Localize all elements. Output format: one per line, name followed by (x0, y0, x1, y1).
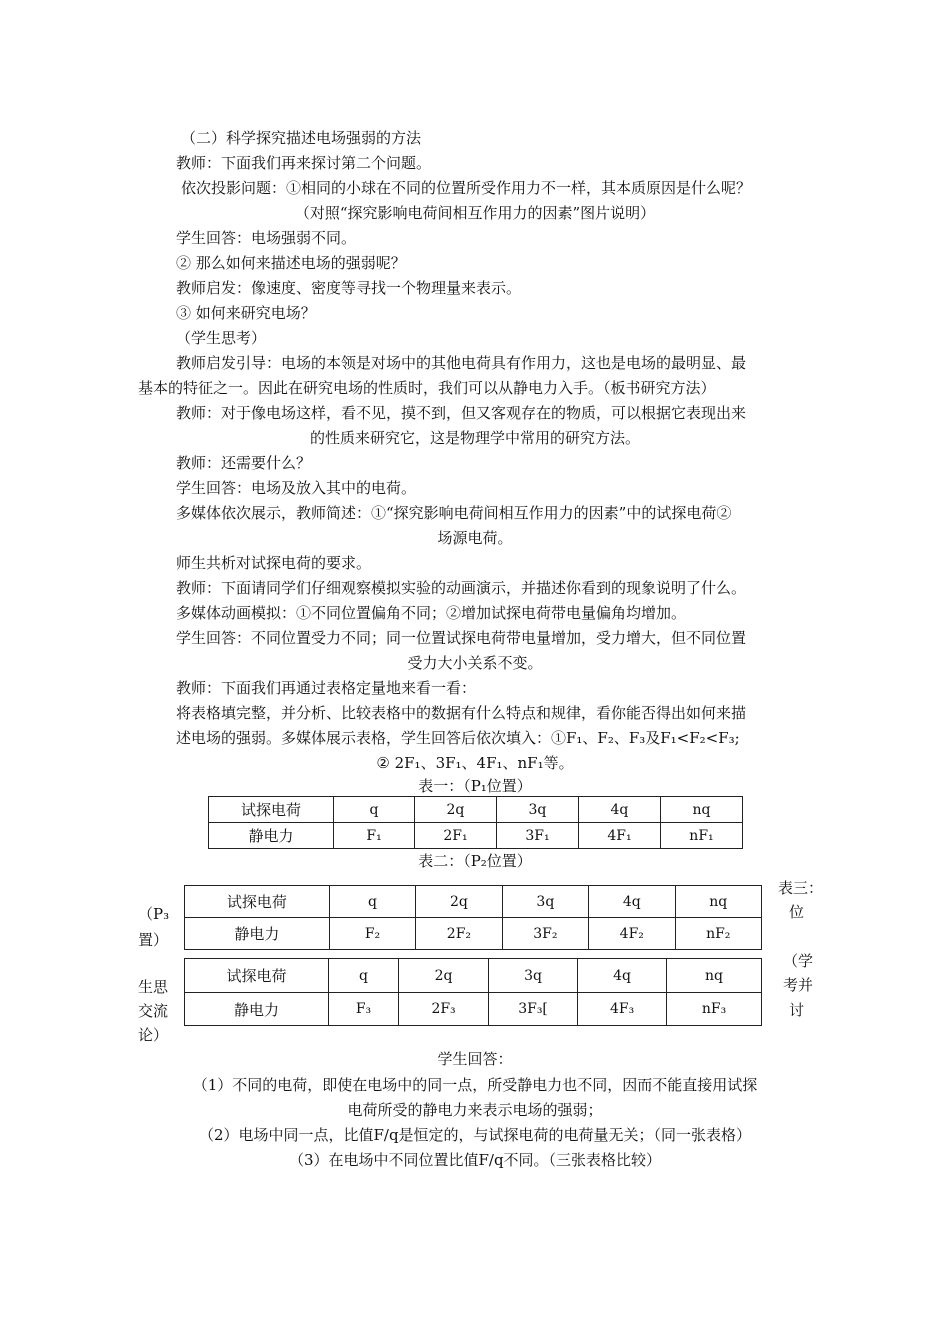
side-label: 论） (138, 1026, 169, 1044)
table-cell: nF₁ (660, 823, 742, 849)
answer-line: （1）不同的电荷，即使在电场中的同一点，所受静电力也不同，因而不能直接用试探 (192, 1076, 758, 1094)
table-cell: 3q (489, 959, 578, 993)
answer-line: （2）电场中同一点，比值F/q是恒定的，与试探电荷的电荷量无关；（同一张表格） (198, 1126, 752, 1144)
side-label: 生思 (138, 978, 169, 996)
table-cell: 4F₂ (589, 918, 675, 950)
paragraph-line: 基本的特征之一。因此在研究电场的性质时，我们可以从静电力入手。（板书研究方法） (138, 379, 716, 397)
table-cell: q (328, 959, 398, 993)
section-heading: （二）科学探究描述电场强弱的方法 (181, 129, 422, 147)
table-cell: 静电力 (185, 918, 330, 950)
answer-line: （3）在电场中不同位置比值F/q不同。（三张表格比较） (288, 1151, 662, 1169)
paragraph-line: 教师启发引导：电场的本领是对场中的其他电荷具有作用力，这也是电场的最明显、最 (176, 354, 747, 372)
paragraph-line: 多媒体依次展示，教师简述：①“探究影响电荷间相互作用力的因素”中的试探电荷② (176, 504, 732, 522)
table-cell: nF₃ (667, 993, 762, 1026)
paragraph-line: 教师：下面我们再通过表格定量地来看一看： (176, 679, 477, 697)
table-cell: 3F₁ (496, 823, 578, 849)
table-cell: 2F₃ (399, 993, 489, 1026)
table-cell: 2q (399, 959, 489, 993)
paragraph-line: 教师：下面我们再来探讨第二个问题。 (176, 154, 432, 172)
paragraph-line: 多媒体动画模拟：①不同位置偏角不同；②增加试探电荷带电量偏角均增加。 (176, 604, 687, 622)
table-p1 (208, 796, 743, 849)
answers-title: 学生回答： (437, 1050, 513, 1068)
paragraph-line: 教师：还需要什么？ (176, 454, 312, 472)
table-cell: 静电力 (209, 823, 334, 849)
table-cell: F₂ (329, 918, 415, 950)
table-cell: 4q (578, 959, 667, 993)
paragraph-line: （学生思考） (176, 329, 267, 347)
paragraph-line: 受力大小关系不变。 (407, 654, 543, 672)
side-label: 讨 (789, 1001, 805, 1019)
table-cell: 4q (589, 886, 675, 918)
paragraph-line: 教师：下面请同学们仔细观察模拟实验的动画演示，并描述你看到的现象说明了什么。 (176, 579, 747, 597)
paragraph-line: 学生回答：电场强弱不同。 (176, 229, 357, 247)
table-cell: nq (675, 886, 762, 918)
paragraph-line: 教师启发：像速度、密度等寻找一个物理量来表示。 (176, 279, 522, 297)
table-cell: 2F₂ (416, 918, 502, 950)
table-cell: nF₂ (675, 918, 762, 950)
table-cell: 2F₁ (414, 823, 496, 849)
table-cell: q (329, 886, 415, 918)
side-label: 置） (138, 931, 169, 949)
paragraph-line: 述电场的强弱。多媒体展示表格，学生回答后依次填入：①F₁、F₂、F₃及F₁<F₂<F₃; (176, 729, 740, 747)
table-cell: 3q (502, 886, 588, 918)
table-cell: 3F₃[ (489, 993, 578, 1026)
side-label: 交流 (138, 1002, 169, 1020)
paragraph-line: 将表格填完整，并分析、比较表格中的数据有什么特点和规律，看你能否得出如何来描 (176, 704, 747, 722)
table-cell: q (334, 797, 415, 823)
side-label: （P₃ (138, 905, 170, 923)
table-row (185, 993, 762, 1026)
side-label: 位 (789, 903, 805, 921)
paragraph-line: ② 2F₁、3F₁、4F₁、nF₁等。 (376, 754, 574, 772)
table-cell: 静电力 (185, 993, 329, 1026)
table-cell: 2q (414, 797, 496, 823)
paragraph-line: 师生共析对试探电荷的要求。 (176, 554, 372, 572)
paragraph-line: 教师：对于像电场这样，看不见，摸不到，但又客观存在的物质，可以根据它表现出来 (176, 404, 747, 422)
table-p2 (184, 885, 762, 950)
table-cell: F₃ (328, 993, 398, 1026)
side-label: 表三： (778, 879, 824, 897)
table2-caption: 表二：（P₂位置） (418, 852, 532, 870)
table-cell: 4q (578, 797, 660, 823)
paragraph-line: ③ 如何来研究电场？ (176, 304, 316, 322)
side-label: 考并 (783, 976, 814, 994)
paragraph-line: （对照“探究影响电荷间相互作用力的因素”图片说明） (294, 204, 656, 222)
paragraph-line: 学生回答：电场及放入其中的电荷。 (176, 479, 417, 497)
paragraph-line: 的性质来研究它，这是物理学中常用的研究方法。 (309, 429, 640, 447)
table-cell: 试探电荷 (185, 886, 330, 918)
paragraph-line: ② 那么如何来描述电场的强弱呢？ (176, 254, 406, 272)
paragraph-line: 学生回答：不同位置受力不同；同一位置试探电荷带电量增加，受力增大，但不同位置 (176, 629, 747, 647)
table-cell: nq (667, 959, 762, 993)
table-cell: 试探电荷 (185, 959, 329, 993)
paragraph-line: 场源电荷。 (437, 529, 513, 547)
table-row (185, 918, 762, 950)
table-cell: nq (660, 797, 742, 823)
answer-line: 电荷所受的静电力来表示电场的强弱； (347, 1101, 603, 1119)
paragraph-line: 依次投影问题：①相同的小球在不同的位置所受作用力不一样，其本质原因是什么呢？ (181, 179, 752, 197)
table-row (209, 797, 743, 823)
table-row (185, 959, 762, 993)
table-cell: F₁ (334, 823, 415, 849)
table-cell: 试探电荷 (209, 797, 334, 823)
table-p3 (184, 958, 762, 1026)
table-row (209, 823, 743, 849)
table-row (185, 886, 762, 918)
table-cell: 4F₃ (578, 993, 667, 1026)
table-cell: 4F₁ (578, 823, 660, 849)
table1-caption: 表一：（P₁位置） (418, 777, 532, 795)
table-cell: 3q (496, 797, 578, 823)
table-cell: 2q (416, 886, 502, 918)
table-cell: 3F₂ (502, 918, 588, 950)
side-label: （学 (783, 952, 814, 970)
